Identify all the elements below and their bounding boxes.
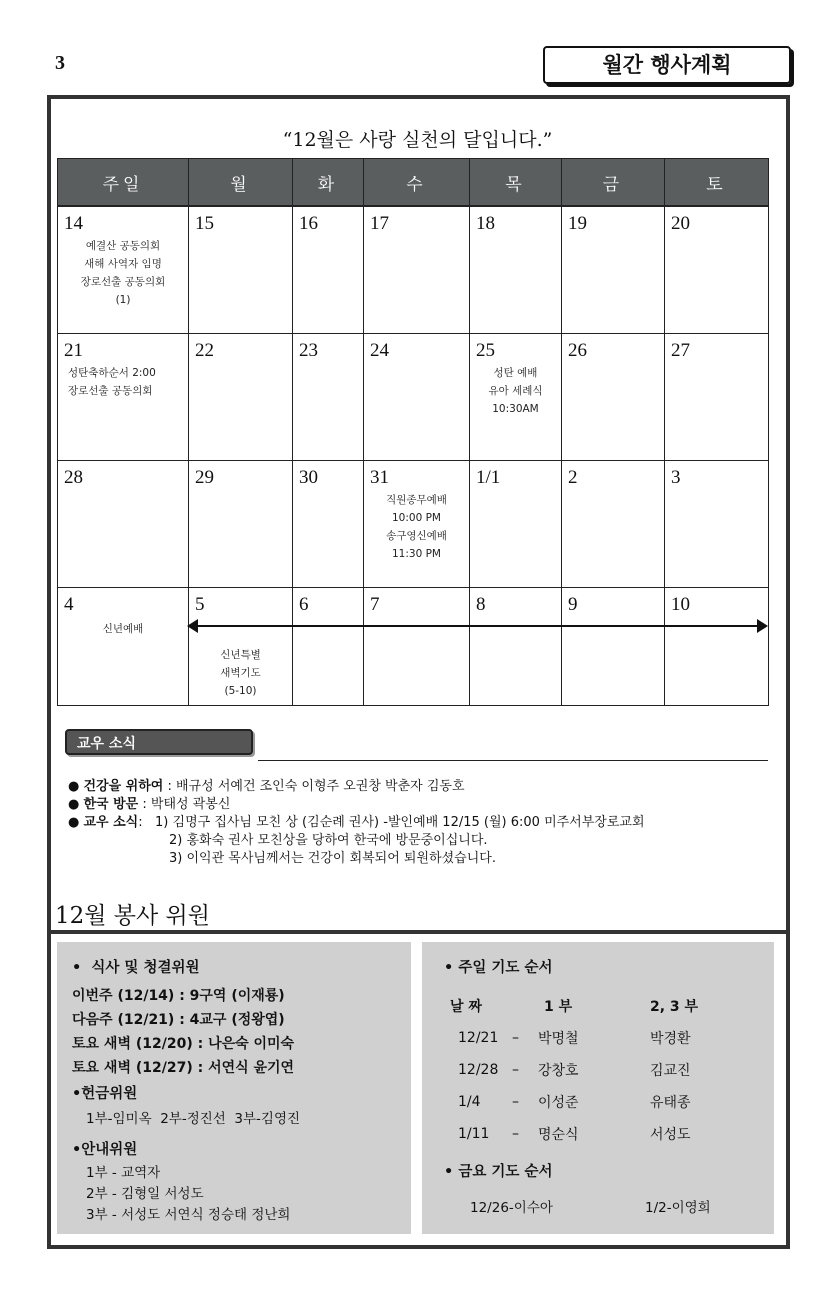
event-note-line: (5-10) bbox=[224, 684, 257, 697]
prayer-col-header: 날 짜 bbox=[450, 999, 482, 1015]
monthly-motto: “12월은 사랑 실천의 달입니다.” bbox=[282, 129, 553, 151]
day-number: 16 bbox=[299, 213, 318, 234]
calendar-day-cell bbox=[58, 333, 189, 460]
table-cell: – bbox=[512, 1094, 519, 1110]
calendar-day-cell bbox=[562, 587, 665, 705]
calendar-day-cell bbox=[665, 206, 769, 333]
calendar-day-cell bbox=[665, 460, 769, 587]
table-row bbox=[450, 1054, 740, 1086]
table-cell: – bbox=[512, 1126, 519, 1142]
weekday-header: 주일 bbox=[58, 159, 189, 207]
day-number: 20 bbox=[671, 213, 690, 234]
arrow-right-icon bbox=[757, 619, 768, 633]
news-visit-row: ● 한국 방문 : 박태성 곽봉신 bbox=[68, 797, 231, 812]
calendar-day-cell bbox=[364, 587, 470, 705]
day-number: 18 bbox=[476, 213, 495, 234]
day-number: 7 bbox=[370, 593, 380, 615]
meal-heading: • 식사 및 청결위원 bbox=[72, 960, 200, 976]
table-cell: 12/28 bbox=[458, 1062, 499, 1078]
day-number: 9 bbox=[568, 593, 578, 615]
divider bbox=[258, 760, 768, 761]
news-health-row: ● 건강을 위하여 : 배규성 서예건 조인숙 이형주 오권창 박춘자 김동호 bbox=[68, 779, 465, 794]
calendar-day-cell bbox=[293, 587, 364, 705]
list-item: 토요 새벽 (12/20) : 나은숙 이미숙 bbox=[72, 1036, 295, 1052]
offering-heading-text: 헌금위원 bbox=[81, 1086, 138, 1102]
calendar-day-cell bbox=[470, 587, 562, 705]
prayer-col-header: 2, 3 부 bbox=[650, 999, 699, 1015]
day-number: 24 bbox=[370, 339, 389, 361]
day-number: 23 bbox=[299, 339, 318, 361]
event-note-line: 장로선출 공동의회 bbox=[80, 276, 166, 288]
weekday-header: 월 bbox=[189, 159, 293, 207]
health-names: 배규성 서예건 조인숙 이형주 오권창 박춘자 김동호 bbox=[176, 779, 465, 794]
page-number: 3 bbox=[55, 52, 65, 74]
calendar-day-cell bbox=[58, 587, 189, 705]
event-note-line: 직원종무예배 bbox=[386, 493, 447, 506]
news-heading: 교우 소식 bbox=[65, 729, 253, 755]
meal-list bbox=[72, 984, 294, 1080]
calendar-day-cell bbox=[562, 206, 665, 333]
day-number: 6 bbox=[299, 593, 309, 615]
day-number: 2 bbox=[568, 466, 578, 488]
friday-item: 12/26-이수아 bbox=[470, 1200, 553, 1216]
friday-heading-text: 금요 기도 순서 bbox=[458, 1164, 553, 1180]
calendar-day-cell bbox=[364, 460, 470, 587]
prayer-table bbox=[450, 990, 740, 1150]
prayer-heading-text: 주일 기도 순서 bbox=[458, 960, 553, 976]
event-note-line: 성탄 예배 bbox=[493, 366, 538, 379]
calendar-week bbox=[58, 206, 769, 333]
calendar-day-cell bbox=[58, 460, 189, 587]
offering-heading: •헌금위원 bbox=[72, 1086, 138, 1102]
event-note-line: 새해 사역자 임명 bbox=[84, 258, 162, 270]
list-item: 토요 새벽 (12/27) : 서연식 윤기연 bbox=[72, 1060, 295, 1076]
calendar-table bbox=[57, 158, 769, 706]
day-number: 31 bbox=[370, 466, 389, 488]
weekday-header: 토 bbox=[665, 159, 769, 207]
day-number: 22 bbox=[195, 339, 214, 361]
health-label: 건강을 위하여 bbox=[83, 779, 164, 794]
news-item: 1) 김명구 집사님 모친 상 (김순례 권사) -발인예배 12/15 (월) 6:00 미주서부장로교회 bbox=[155, 815, 645, 830]
day-number: 19 bbox=[568, 213, 587, 234]
news-item: 3) 이익관 목사님께서는 건강이 회복되어 퇴원하셨습니다. bbox=[169, 851, 496, 866]
list-item: 다음주 (12/21) : 4교구 (정왕엽) bbox=[72, 1012, 285, 1028]
calendar-day-cell bbox=[189, 206, 293, 333]
table-row bbox=[450, 1022, 740, 1054]
event-note-line: 10:00 PM bbox=[392, 511, 441, 524]
table-cell: 강창호 bbox=[538, 1063, 579, 1079]
news-label: 교우 소식 bbox=[83, 815, 139, 830]
calendar-day-cell bbox=[562, 333, 665, 460]
calendar-day-cell bbox=[665, 333, 769, 460]
prayer-col-header: 1 부 bbox=[544, 999, 573, 1015]
day-number: 29 bbox=[195, 466, 214, 488]
day-number: 27 bbox=[671, 339, 690, 361]
panel-divider bbox=[415, 935, 418, 1241]
calendar-day-cell bbox=[58, 206, 189, 333]
event-note-line: 유아 세례식 bbox=[488, 384, 543, 397]
visit-label: 한국 방문 bbox=[83, 797, 139, 812]
table-cell: – bbox=[512, 1030, 519, 1046]
day-number: 28 bbox=[64, 466, 83, 488]
visit-names: 박태성 곽봉신 bbox=[150, 797, 231, 812]
event-note-line: (1) bbox=[115, 294, 131, 306]
page-title: 월간 행사계획 bbox=[543, 46, 791, 84]
calendar-day-cell bbox=[364, 333, 470, 460]
event-note-line: 11:30 PM bbox=[392, 547, 441, 560]
event-note-line: 10:30AM bbox=[492, 402, 539, 415]
calendar-week bbox=[58, 333, 769, 460]
arrow-left-icon bbox=[187, 619, 198, 633]
event-note-line: 예결산 공동의회 bbox=[85, 240, 161, 252]
friday-item: 1/2-이영희 bbox=[645, 1200, 711, 1216]
list-item: 이번주 (12/14) : 9구역 (이재룡) bbox=[72, 988, 285, 1004]
event-note-line: 신년특별 bbox=[220, 648, 261, 661]
table-cell: 박명철 bbox=[538, 1031, 579, 1047]
event-note bbox=[58, 364, 188, 400]
meal-heading-text: 식사 및 청결위원 bbox=[91, 960, 200, 976]
calendar-week bbox=[58, 460, 769, 587]
day-number: 14 bbox=[64, 213, 83, 234]
range-arrow-line bbox=[191, 625, 763, 627]
news-items-row: ● 교우 소식: 1) 김명구 집사님 모친 상 (김순례 권사) -발인예배 12/15 (월) 6:00 미주서부장로교회 bbox=[68, 815, 645, 830]
event-note-line: 새벽기도 bbox=[220, 666, 261, 679]
calendar-day-cell bbox=[293, 206, 364, 333]
event-note bbox=[58, 237, 188, 309]
table-cell: 1/4 bbox=[458, 1094, 481, 1110]
news-section bbox=[68, 778, 788, 868]
calendar-day-cell bbox=[470, 460, 562, 587]
calendar-day-cell bbox=[364, 206, 470, 333]
day-number: 25 bbox=[476, 339, 495, 361]
weekday-header: 수 bbox=[364, 159, 470, 207]
weekday-header: 목 bbox=[470, 159, 562, 207]
day-number: 21 bbox=[64, 339, 83, 361]
prayer-heading: • 주일 기도 순서 bbox=[444, 960, 553, 976]
day-number: 10 bbox=[671, 593, 690, 615]
table-cell: 유태종 bbox=[650, 1095, 691, 1111]
service-title: 12월 봉사 위원 bbox=[55, 903, 210, 929]
table-cell: 박경환 bbox=[650, 1031, 691, 1047]
day-number: 3 bbox=[671, 466, 681, 488]
table-row bbox=[450, 1086, 740, 1118]
event-note bbox=[189, 646, 292, 700]
usher-heading-text: 안내위원 bbox=[81, 1142, 138, 1158]
calendar-day-cell bbox=[470, 333, 562, 460]
news-item: 2) 홍화숙 권사 모친상을 당하여 한국에 방문중이십니다. bbox=[169, 833, 488, 848]
event-note-line: 신년예배 bbox=[102, 622, 144, 635]
day-number: 5 bbox=[195, 593, 205, 615]
calendar-day-cell bbox=[293, 460, 364, 587]
day-number: 1/1 bbox=[476, 466, 501, 488]
event-note-line: 장로선출 공동의회 bbox=[68, 384, 153, 397]
list-item: 1부 - 교역자 bbox=[86, 1165, 161, 1181]
table-row bbox=[450, 1118, 740, 1150]
day-number: 17 bbox=[370, 213, 389, 234]
table-cell: – bbox=[512, 1062, 519, 1078]
calendar-week bbox=[58, 587, 769, 705]
table-cell: 김교진 bbox=[650, 1063, 691, 1079]
table-cell: 이성준 bbox=[538, 1095, 579, 1111]
table-cell: 서성도 bbox=[650, 1127, 691, 1143]
table-cell: 명순식 bbox=[538, 1127, 579, 1143]
calendar-day-cell bbox=[189, 460, 293, 587]
calendar-day-cell bbox=[293, 333, 364, 460]
list-item: 3부 - 서성도 서연식 정승태 정난희 bbox=[86, 1207, 291, 1223]
offering-list: 1부-임미옥 2부-정진선 3부-김영진 bbox=[86, 1111, 301, 1127]
table-cell: 1/11 bbox=[458, 1126, 490, 1142]
weekday-header: 금 bbox=[562, 159, 665, 207]
event-note bbox=[470, 364, 561, 418]
table-cell: 12/21 bbox=[458, 1030, 499, 1046]
day-number: 8 bbox=[476, 593, 486, 615]
day-number: 26 bbox=[568, 339, 587, 361]
usher-list bbox=[86, 1163, 290, 1226]
calendar-day-cell bbox=[189, 333, 293, 460]
calendar-day-cell bbox=[470, 206, 562, 333]
event-note bbox=[58, 620, 188, 638]
event-note-line: 송구영신예배 bbox=[386, 529, 447, 542]
event-note-line: 성탄축하순서 2:00 bbox=[68, 366, 156, 379]
calendar-day-cell bbox=[562, 460, 665, 587]
list-item: 2부 - 김형일 서성도 bbox=[86, 1186, 204, 1202]
calendar-day-cell bbox=[665, 587, 769, 705]
calendar-day-cell bbox=[189, 587, 293, 705]
day-number: 30 bbox=[299, 466, 318, 488]
friday-heading: • 금요 기도 순서 bbox=[444, 1164, 553, 1180]
day-number: 4 bbox=[64, 593, 74, 615]
day-number: 15 bbox=[195, 213, 214, 234]
usher-heading: •안내위원 bbox=[72, 1142, 138, 1158]
event-note bbox=[364, 491, 469, 563]
weekday-header: 화 bbox=[293, 159, 364, 207]
